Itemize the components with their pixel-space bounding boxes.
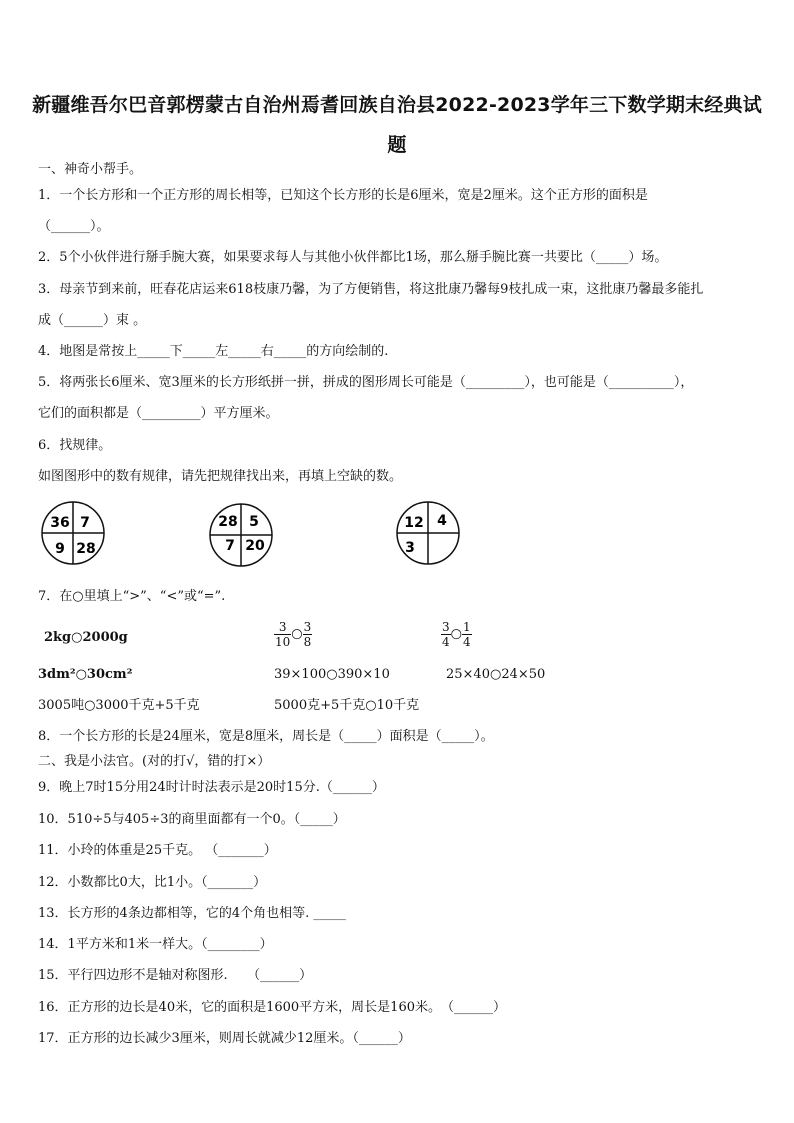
circle-1-top-left: 36 (50, 515, 70, 531)
pattern-circle-3 (395, 500, 461, 566)
question-7: 7．在○里填上“>”、“<”或“=”. (38, 589, 226, 604)
fraction-1-4: $\frac{1}{4}$ (462, 620, 471, 649)
pattern-circle-2 (208, 502, 274, 568)
question-10: 10．510÷5与405÷3的商里面都有一个0。（_____） (38, 812, 346, 827)
section2-heading: 二、我是小法官。(对的打√，错的打×） (38, 754, 271, 769)
compare-dm2-cm2: 3dm²○30cm² (38, 667, 133, 682)
question-6: 6．找规律。 (38, 438, 112, 453)
page-title-line1: 新疆维吾尔巴音郭楞蒙古自治州焉耆回族自治县2022-2023学年三下数学期末经典试 (32, 94, 762, 116)
question-3-line2: 成（______）束 。 (38, 313, 147, 328)
question-3-line1: 3．母亲节到来前，旺春花店运来618枝康乃馨，为了方便销售，将这批康乃馨每9枝扎成一束，这批康乃馨最多能扎 (38, 282, 704, 297)
compare-39x100: 39×100○390×10 (274, 667, 390, 682)
circle-3-top-right: 4 (437, 513, 447, 529)
compare-3005-ton: 3005吨○3000千克+5千克 (38, 698, 200, 713)
question-16: 16．正方形的边长是40米，它的面积是1600平方米，周长是160米。 （______） (38, 1000, 506, 1015)
circle-2-top-right: 5 (249, 514, 259, 530)
question-12: 12．小数都比0大，比1小。（_______） (38, 875, 267, 890)
section1-heading: 一、神奇小帮手。 (38, 162, 143, 177)
compare-25x40: 25×40○24×50 (446, 667, 546, 682)
question-1-line2: （______）。 (38, 219, 110, 234)
compare-5000g: 5000克+5千克○10千克 (274, 698, 420, 713)
fraction-3-10: $\frac{3}{10}$ (275, 620, 291, 649)
question-14: 14．1平方米和1米一样大。（________） (38, 937, 273, 952)
fraction-3-4: $\frac{3}{4}$ (442, 620, 450, 649)
question-11: 11．小玲的体重是25千克。 （_______） (38, 843, 277, 858)
circle-2-top-left: 28 (218, 514, 238, 530)
circle-3-bottom-left: 3 (405, 540, 415, 556)
question-5-line2: 它们的面积都是（_________）平方厘米。 (38, 406, 279, 421)
circle-1-top-right: 7 (80, 515, 90, 531)
compare-fractions-quarters: $\frac{3}{4}$ ○ $\frac{1}{4}$ (442, 620, 471, 649)
question-13: 13．长方形的4条边都相等，它的4个角也相等. _____ (38, 906, 346, 921)
circle-3-top-left: 12 (404, 515, 424, 531)
page-title-line2: 题 (387, 134, 407, 156)
pattern-circle-1 (40, 500, 106, 566)
question-5-line1: 5．将两张长6厘米、宽3厘米的长方形纸拼一拼，拼成的图形周长可能是（_________），也可能是（__________）， (38, 375, 694, 390)
question-17: 17．正方形的边长减少3厘米，则周长就减少12厘米。（______） (38, 1031, 411, 1046)
question-4: 4．地图是常按上_____下_____左_____右_____的方向绘制的. (38, 344, 389, 359)
question-15: 15．平行四边形不是轴对称图形. （______） (38, 968, 313, 983)
fraction-3-8: $\frac{3}{8}$ (303, 620, 312, 649)
question-8: 8．一个长方形的长是24厘米，宽是8厘米，周长是（_____）面积是（_____）。 (38, 729, 494, 744)
question-9: 9．晚上7时15分用24时计时法表示是20时15分.（______） (38, 780, 385, 795)
circle-2-bottom-right: 20 (245, 538, 265, 554)
circle-1-bottom-left: 9 (55, 541, 65, 557)
question-6-description: 如图图形中的数有规律，请先把规律找出来，再填上空缺的数。 (38, 469, 403, 484)
compare-2kg: 2kg○2000g (44, 630, 128, 645)
circle-2-bottom-left: 7 (225, 538, 235, 554)
question-1-line1: 1．一个长方形和一个正方形的周长相等，已知这个长方形的长是6厘米，宽是2厘米。这个正方形的面积是 (38, 188, 648, 203)
circle-1-bottom-right: 28 (76, 541, 96, 557)
compare-fractions-tenths-eighths: $\frac{3}{10}$ ○ $\frac{3}{8}$ (275, 620, 312, 649)
question-2: 2．5个小伙伴进行掰手腕大赛，如果要求每人与其他小伙伴都比1场，那么掰手腕比赛一共要比（_____）场。 (38, 250, 668, 265)
